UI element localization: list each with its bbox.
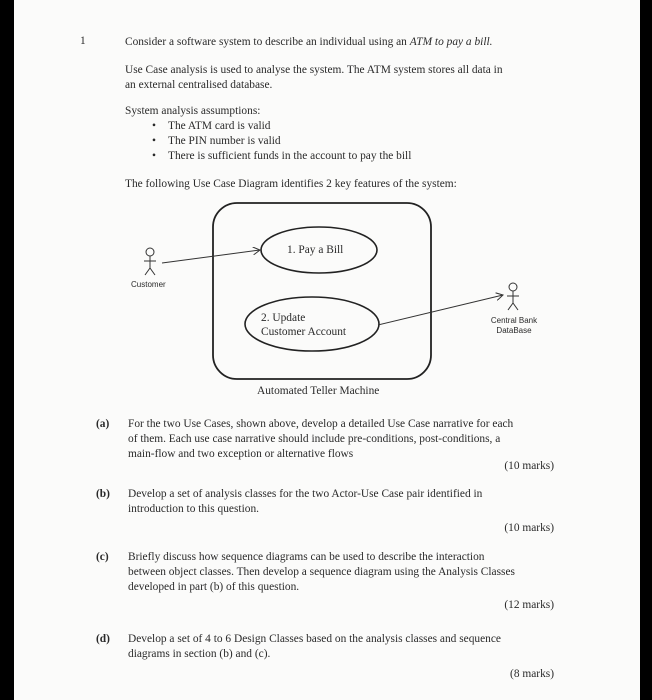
- part-a-text: [128, 417, 513, 462]
- part-d-text: [128, 632, 501, 662]
- assumption-item: • The ATM card is valid: [152, 119, 411, 134]
- part-c-line: between object classes. Then develop a sequence diagram using the Analysis Classes: [128, 566, 515, 578]
- part-b-line: Develop a set of analysis classes for the two Actor-Use Case pair identified in: [128, 488, 483, 500]
- actor-bank-label: [486, 316, 542, 336]
- usecase-update-account-label: [261, 311, 346, 339]
- part-a-line: main-flow and two exception or alternative flows: [128, 448, 354, 460]
- part-a-marks: (10 marks): [504, 460, 554, 472]
- use-case-diagram: [14, 0, 640, 420]
- part-d-label: (d): [96, 633, 110, 645]
- part-b-marks: (10 marks): [504, 522, 554, 534]
- part-c-marks: (12 marks): [504, 599, 554, 611]
- actor-bank-label-line: Central Bank: [490, 316, 538, 325]
- part-b-line: introduction to this question.: [128, 503, 259, 515]
- usecase-pay-bill-label: 1. Pay a Bill: [287, 244, 344, 256]
- actor-customer-figure: [144, 248, 156, 275]
- actor-bank-figure: [507, 283, 519, 310]
- part-c-line: Briefly discuss how sequence diagrams can be used to describe the interaction: [128, 551, 485, 563]
- part-b-label: (b): [96, 488, 110, 500]
- intro-para2-line: Use Case analysis is used to analyse the system. The ATM system stores all data in: [125, 64, 503, 76]
- part-a-line: of them. Each use case narrative should include pre-conditions, post-conditions, a: [128, 433, 501, 445]
- association-update-bank: [378, 295, 503, 325]
- part-a-line: For the two Use Cases, shown above, develop a detailed Use Case narrative for each: [128, 418, 514, 430]
- intro-text: Consider a software system to describe an individual using an: [125, 36, 410, 48]
- part-d-line: Develop a set of 4 to 6 Design Classes based on the analysis classes and sequence: [128, 633, 501, 645]
- actor-bank-label-line: DataBase: [496, 326, 532, 335]
- usecase-update-label-line: 2. Update: [261, 312, 306, 324]
- part-c-label: (c): [96, 551, 109, 563]
- intro-para2-line: an external centralised database.: [125, 79, 273, 91]
- usecase-update-label-line: Customer Account: [261, 326, 347, 338]
- intro-italic-text: ATM to pay a bill.: [409, 36, 493, 48]
- part-d-marks: (8 marks): [510, 668, 554, 680]
- question-number: 1: [80, 35, 86, 47]
- assumptions-title: System analysis assumptions:: [125, 105, 261, 117]
- exam-page: [14, 0, 640, 700]
- diagram-intro: The following Use Case Diagram identifies 2 key features of the system:: [125, 178, 457, 190]
- assumption-item: • There is sufficient funds in the account to pay the bill: [152, 149, 411, 164]
- part-c-line: developed in part (b) of this question.: [128, 581, 300, 593]
- association-customer-paybill: [162, 250, 260, 263]
- system-label: Automated Teller Machine: [257, 385, 380, 397]
- assumption-item: • The PIN number is valid: [152, 134, 411, 149]
- part-a-label: (a): [96, 418, 110, 430]
- part-b-text: [128, 487, 482, 517]
- part-d-line: diagrams in section (b) and (c).: [128, 648, 271, 660]
- part-c-text: [128, 550, 515, 595]
- system-boundary: [213, 203, 431, 379]
- actor-customer-label: Customer: [131, 280, 166, 289]
